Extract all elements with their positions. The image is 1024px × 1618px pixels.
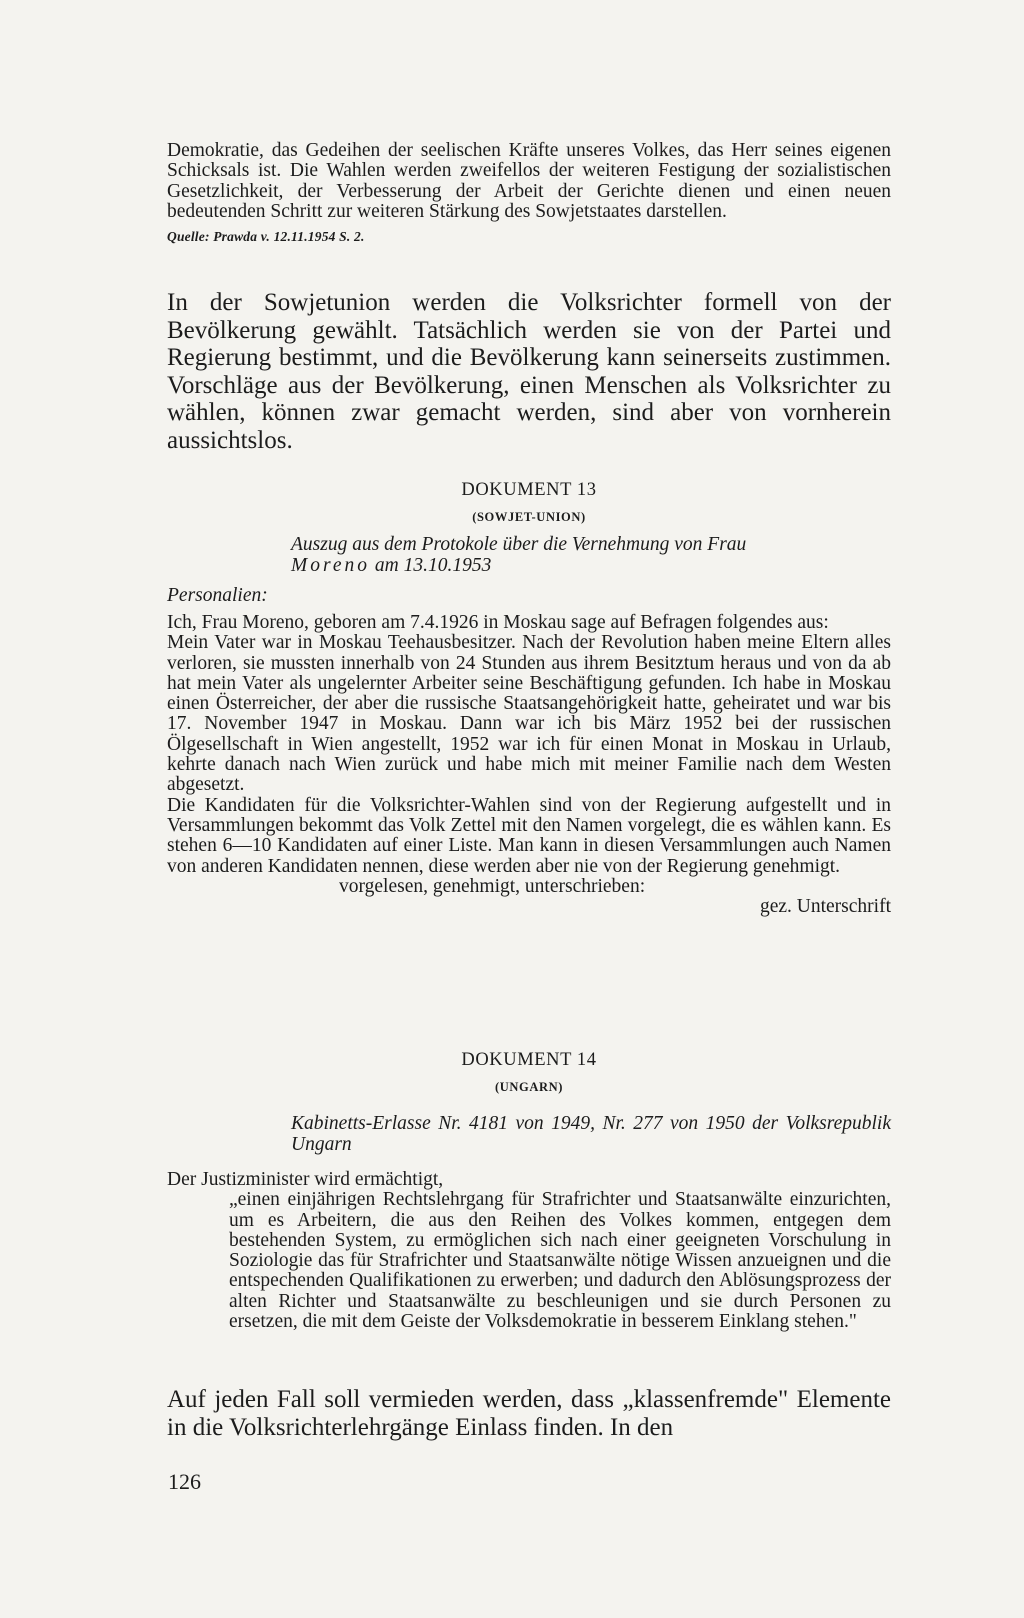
- signature-line: gez. Unterschrift: [759, 896, 891, 918]
- decree-intro: Der Justizminister wird ermächtigt,: [167, 1169, 444, 1190]
- caption-name: Moreno: [291, 555, 371, 576]
- testimony-paragraph-2: Mein Vater war in Moskau Teehausbesitzer. Nach der Revolution haben meine Eltern alles verloren, sie mussten innerhalb von 24 Stunden aus ihrem Besitztum heraus und von da ab hat mein Vater als ungelernter Arbeiter seine Beschäftigung gefunden. Ich habe in Moskau einen Österreicher, der aber die russische Staatsangehörigkeit hatte, geheiratet und war bis 17. November 1947 in Moskau. Dann war ich bis März 1952 bei der russischen Ölgesellschaft in Wien angestellt, 1952 war ich für einen Monat in Moskau in Urlaub, kehrte danach nach Wien zurück und habe mich mit meiner Familie nach dem Westen abgesetzt.: [167, 632, 891, 796]
- document-13-title: DOKUMENT 13: [461, 480, 597, 500]
- personalien-label: Personalien:: [167, 585, 268, 606]
- document-14-caption: Kabinetts-Erlasse Nr. 4181 von 1949, Nr. 277 von 1950 der Volksrepublik Ungarn: [291, 1113, 891, 1155]
- document-14-title: DOKUMENT 14: [461, 1050, 597, 1070]
- testimony-paragraph-3: Die Kandidaten für die Volksrichter-Wahlen sind von der Regierung aufgestellt und in Versammlungen bekommt das Volk Zettel mit den Namen vorgelegt, die es wählen kann. Es stehen 6—10 Kandidaten auf einer Liste. Man kann in diesen Versammlungen auch Namen von anderen Kandidaten nennen, diese werden aber nie von der Regierung genehmigt.: [167, 794, 891, 877]
- signoff-line: vorgelesen, genehmigt, unterschrieben:: [339, 875, 646, 897]
- document-14-subtitle: (UNGARN): [495, 1080, 563, 1094]
- commentary-block-1: [167, 289, 891, 455]
- source-citation: Quelle: Prawda v. 12.11.1954 S. 2.: [167, 229, 365, 245]
- testimony-paragraph-1: Ich, Frau Moreno, geboren am 7.4.1926 in Moskau sage auf Befragen folgendes aus:: [167, 612, 829, 633]
- page-number: 126: [168, 1469, 201, 1494]
- document-13-subtitle: (SOWJET-UNION): [472, 510, 586, 524]
- intro-paragraph: Demokratie, das Gedeihen der seelischen Kräfte unseres Volkes, das Herr seines eigenen Schicksals ist. Die Wahlen werden zweifellos der weiteren Festigung der sozialistischen Gesetzlichkeit, der Verbesserung der Arbeit der Gerichte dienen und einen neuen bedeutenden Schritt zur weiteren Stärkung des Sowjetstaates darstellen.: [167, 140, 891, 222]
- caption-text: Auszug aus dem Protokole über die Vernehmung von Frau: [291, 534, 747, 555]
- document-13-caption: [167, 534, 891, 576]
- decree-quote: „einen einjährigen Rechtslehrgang für Strafrichter und Staatsanwälte einzurichten, um es Arbeitern, die aus den Reihen des Volkes kommen, entgegen dem bestehenden System, zu ermöglichen sich nach einer geeigneten Vorschulung in Soziologie das für Strafrichter und Staatsanwälte nötige Wissen anzueignen und die entspechenden Qualifikationen zu erwerben; und dadurch den Ablösungsprozess der alten Richter und Staatsanwälte zu beschleunigen und sie durch Personen zu ersetzen, die mit dem Geiste der Volksdemokratie in besserem Einklang stehen.": [229, 1189, 891, 1333]
- commentary-paragraph-1: In der Sowjetunion werden die Volksrichter formell von der Bevölkerung gewählt. Tatsächlich werden sie von der Partei und Regierung bestimmt, und die Bevölkerung kann seinerseits zustimmen. Vorschläge aus der Bevölkerung, einen Menschen als Volksrichter zu wählen, können zwar gemacht werden, sind aber von vornherein aussichtslos.: [167, 289, 891, 454]
- caption-date: am 13.10.1953: [370, 555, 492, 576]
- commentary-block-2: [167, 1386, 891, 1441]
- document-13: [167, 480, 891, 917]
- commentary-paragraph-2: Auf jeden Fall soll vermieden werden, dass „klassenfremde" Elemente in die Volksrichterlehrgänge Einlass finden. In den: [167, 1386, 891, 1441]
- document-14: [167, 1050, 891, 1332]
- intro-block: [167, 141, 891, 245]
